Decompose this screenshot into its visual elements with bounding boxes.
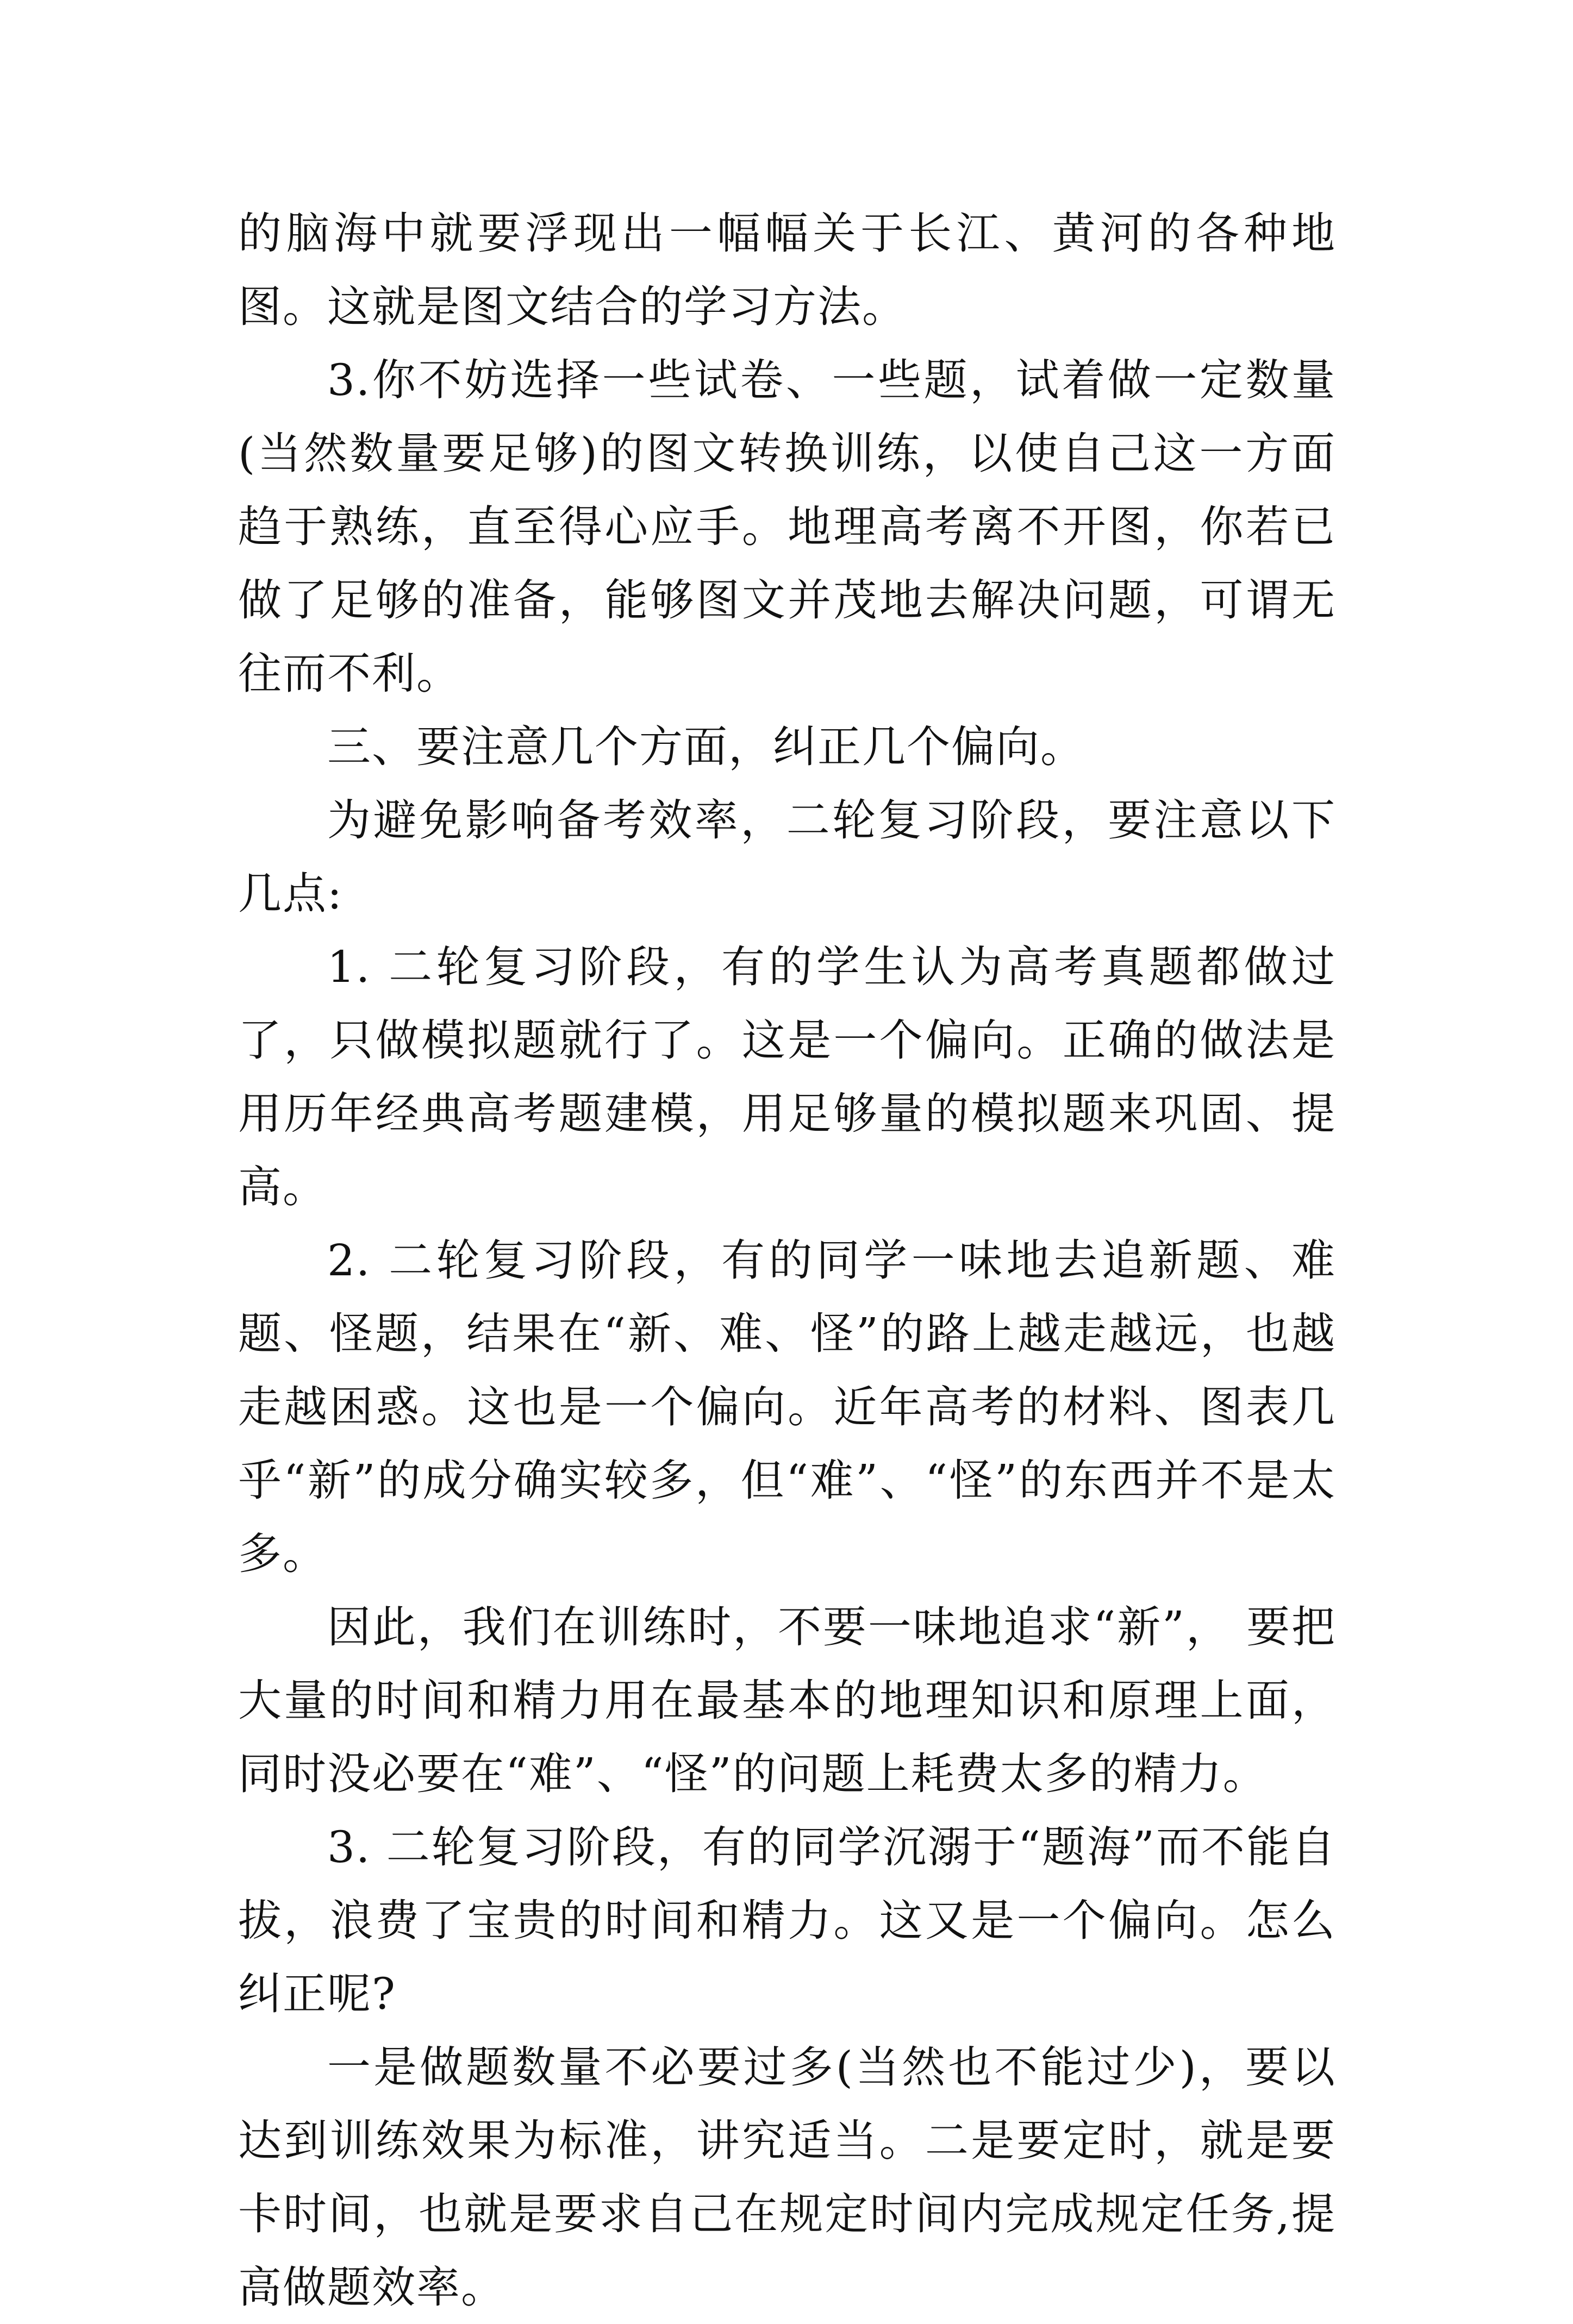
- paragraph-item-3-map-practice: 3.你不妨选择一些试卷、一些题，试着做一定数量(当然数量要足够)的图文转换训练，以使自己这一方面趋于熟练，直至得心应手。地理高考离不开图，你若已做了足够的准备，能够图文并茂地去解决问题，可谓无往而不利。: [238, 355, 1336, 699]
- paragraph-point-3: 3. 二轮复习阶段，有的同学沉溺于“题海”而不能自拔，浪费了宝贵的时间和精力。这又是一个偏向。怎么纠正呢?: [238, 1822, 1336, 2019]
- paragraph-solution: 一是做题数量不必要过多(当然也不能过少)，要以达到训练效果为标准，讲究适当。二是要定时，就是要卡时间，也就是要求自己在规定时间内完成规定任务,提高做题效率。: [238, 2042, 1336, 2313]
- paragraph-continuation: 的脑海中就要浮现出一幅幅关于长江、黄河的各种地图。这就是图文结合的学习方法。: [238, 208, 1336, 332]
- paragraph-point-2: 2. 二轮复习阶段，有的同学一味地去追新题、难题、怪题，结果在“新、难、怪”的路上越走越远，也越走越困惑。这也是一个偏向。近年高考的材料、图表几乎“新”的成分确实较多，但“难”、“怪”的东西并不是太多。: [238, 1235, 1336, 1579]
- paragraph-intro-points: 为避免影响备考效率，二轮复习阶段，要注意以下几点:: [238, 795, 1336, 919]
- paragraph-point-1: 1. 二轮复习阶段，有的学生认为高考真题都做过了，只做模拟题就行了。这是一个偏向。正确的做法是用历年经典高考题建模，用足够量的模拟题来巩固、提高。: [238, 942, 1336, 1212]
- paragraph-therefore: 因此，我们在训练时，不要一味地追求“新”， 要把大量的时间和精力用在最基本的地理知识和原理上面，同时没必要在“难”、“怪”的问题上耗费太多的精力。: [238, 1602, 1336, 1799]
- section-heading-three: 三、要注意几个方面，纠正几个偏向。: [327, 722, 1085, 772]
- body-text: [238, 197, 1336, 2324]
